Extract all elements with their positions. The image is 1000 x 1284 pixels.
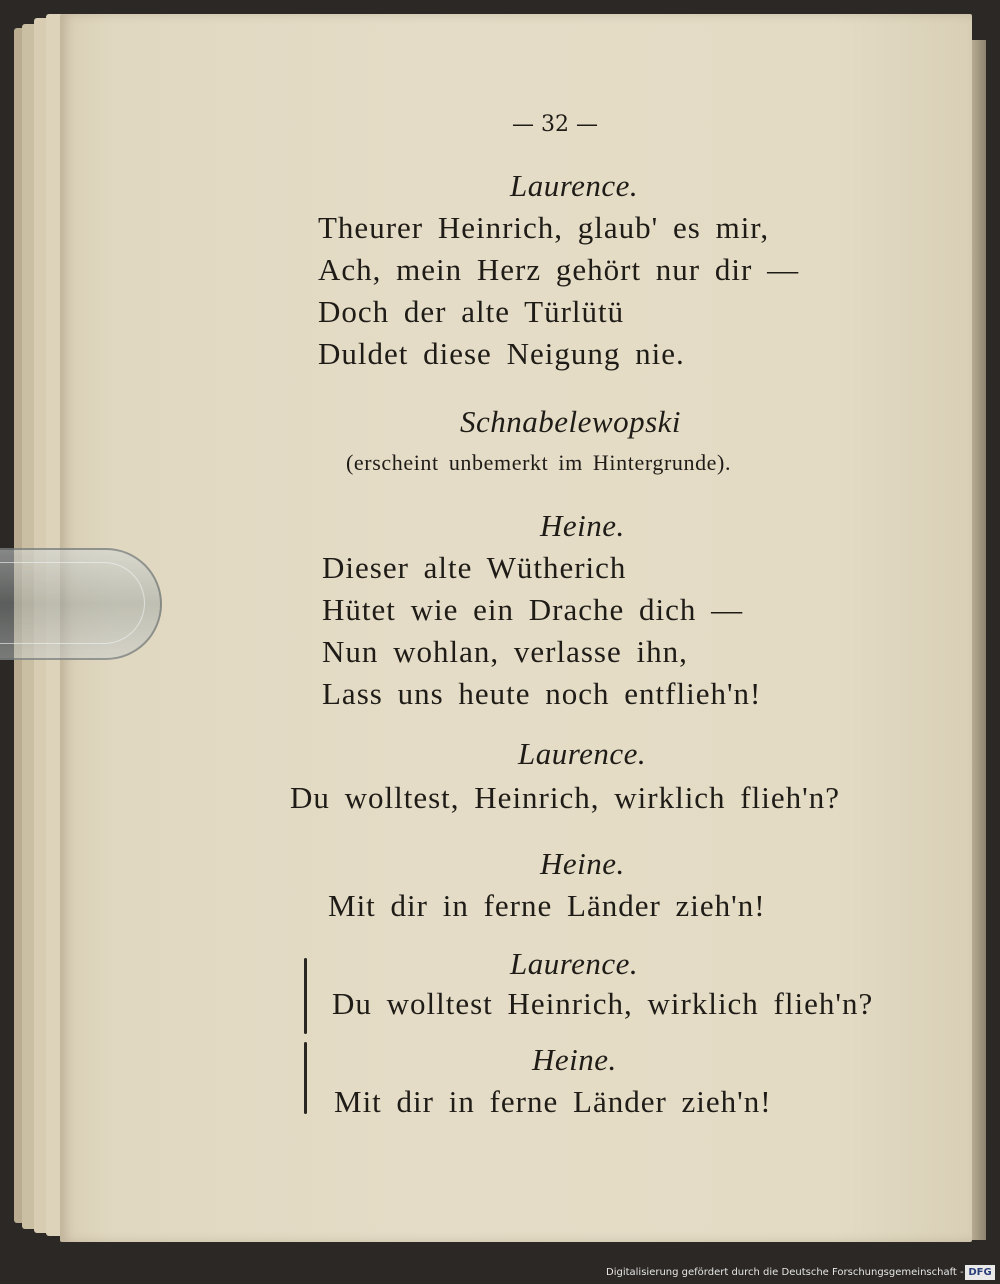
verse-line: Dieser alte Wütherich (322, 550, 627, 585)
bracket-upper (304, 958, 307, 1034)
digitization-credit: Digitalisierung gefördert durch die Deutsche Forschungsgemeinschaft - (606, 1267, 964, 1278)
verse-line: Du wolltest Heinrich, wirklich flieh'n? (332, 986, 874, 1021)
verse-line: Mit dir in ferne Länder zieh'n! (334, 1084, 772, 1119)
speaker-heine: Heine. (540, 508, 625, 543)
page-clip-highlight (0, 562, 145, 644)
verse-line: Nun wohlan, verlasse ihn, (322, 634, 688, 669)
speaker-schnabelewopski: Schnabelewopski (460, 404, 682, 439)
speaker-heine: Heine. (540, 846, 625, 881)
verse-line: Hütet wie ein Drache dich — (322, 592, 744, 627)
verse-line: Du wolltest, Heinrich, wirklich flieh'n? (290, 780, 840, 815)
verse-line: Mit dir in ferne Länder zieh'n! (328, 888, 766, 923)
dfg-logo: DFG (965, 1265, 995, 1280)
verse-line: Duldet diese Neigung nie. (318, 336, 685, 371)
stage-direction: (erscheint unbemerkt im Hintergrunde). (346, 450, 732, 475)
bracket-lower (304, 1042, 307, 1114)
page-number: — 32 — (512, 112, 598, 137)
speaker-laurence: Laurence. (518, 736, 647, 771)
verse-line: Theurer Heinrich, glaub' es mir, (318, 210, 770, 245)
verse-line: Ach, mein Herz gehört nur dir — (318, 252, 800, 287)
verse-line: Lass uns heute noch entflieh'n! (322, 676, 762, 711)
speaker-heine: Heine. (532, 1042, 617, 1077)
speaker-laurence: Laurence. (510, 168, 639, 203)
verse-line: Doch der alte Türlütü (318, 294, 625, 329)
speaker-laurence: Laurence. (510, 946, 639, 981)
